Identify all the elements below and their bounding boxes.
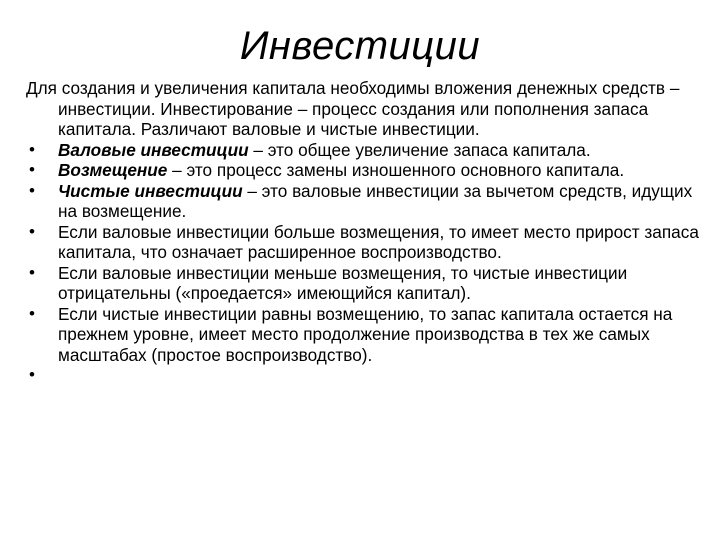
list-item	[26, 263, 706, 304]
bullet-icon: •	[29, 221, 35, 241]
list-item	[26, 160, 706, 181]
slide-title: Инвестиции	[239, 24, 481, 68]
list-item	[26, 181, 706, 222]
bullet-icon: •	[29, 180, 35, 200]
list-item	[26, 304, 706, 366]
bullet-text: – это валовые инвестиции за вычетом средств, идущих на возмещение.	[58, 180, 693, 221]
list-item	[26, 140, 706, 161]
bullet-icon: •	[29, 160, 35, 179]
bullet-term: Валовые инвестиции	[58, 139, 249, 160]
list-item	[26, 222, 706, 263]
bullet-list	[26, 140, 706, 391]
bullet-text: Если валовые инвестиции меньше возмещения, то чистые инвестиции отрицательны («проедается» имеющийся капитал).	[58, 262, 628, 303]
bullet-term: Возмещение	[58, 160, 168, 180]
slide-content	[26, 78, 706, 390]
bullet-text: – это процесс замены изношенного основного капитала.	[167, 160, 625, 180]
list-item	[26, 365, 706, 390]
bullet-icon: •	[29, 262, 35, 282]
bullet-icon: •	[29, 365, 35, 384]
bullet-term: Чистые инвестиции	[58, 180, 243, 201]
bullet-icon: •	[29, 303, 35, 323]
bullet-icon: •	[29, 139, 35, 159]
bullet-text: – это общее увеличение запаса капитала.	[248, 139, 591, 160]
bullet-text: Если чистые инвестиции равны возмещению, то запас капитала остается на прежнем уровне, имеет место продолжение производства в тех же самых масштабах (простое воспроизводство).	[58, 303, 673, 365]
intro-paragraph: Для создания и увеличения капитала необходимы вложения денежных средств – инвестиции. Инвестирование – процесс создания или пополнения запаса капитала. Различают валовые и чистые инвестиции.	[26, 78, 680, 139]
bullet-text: Если валовые инвестиции больше возмещения, то имеет место прирост запаса капитала, что означает расширенное воспроизводство.	[58, 221, 699, 262]
